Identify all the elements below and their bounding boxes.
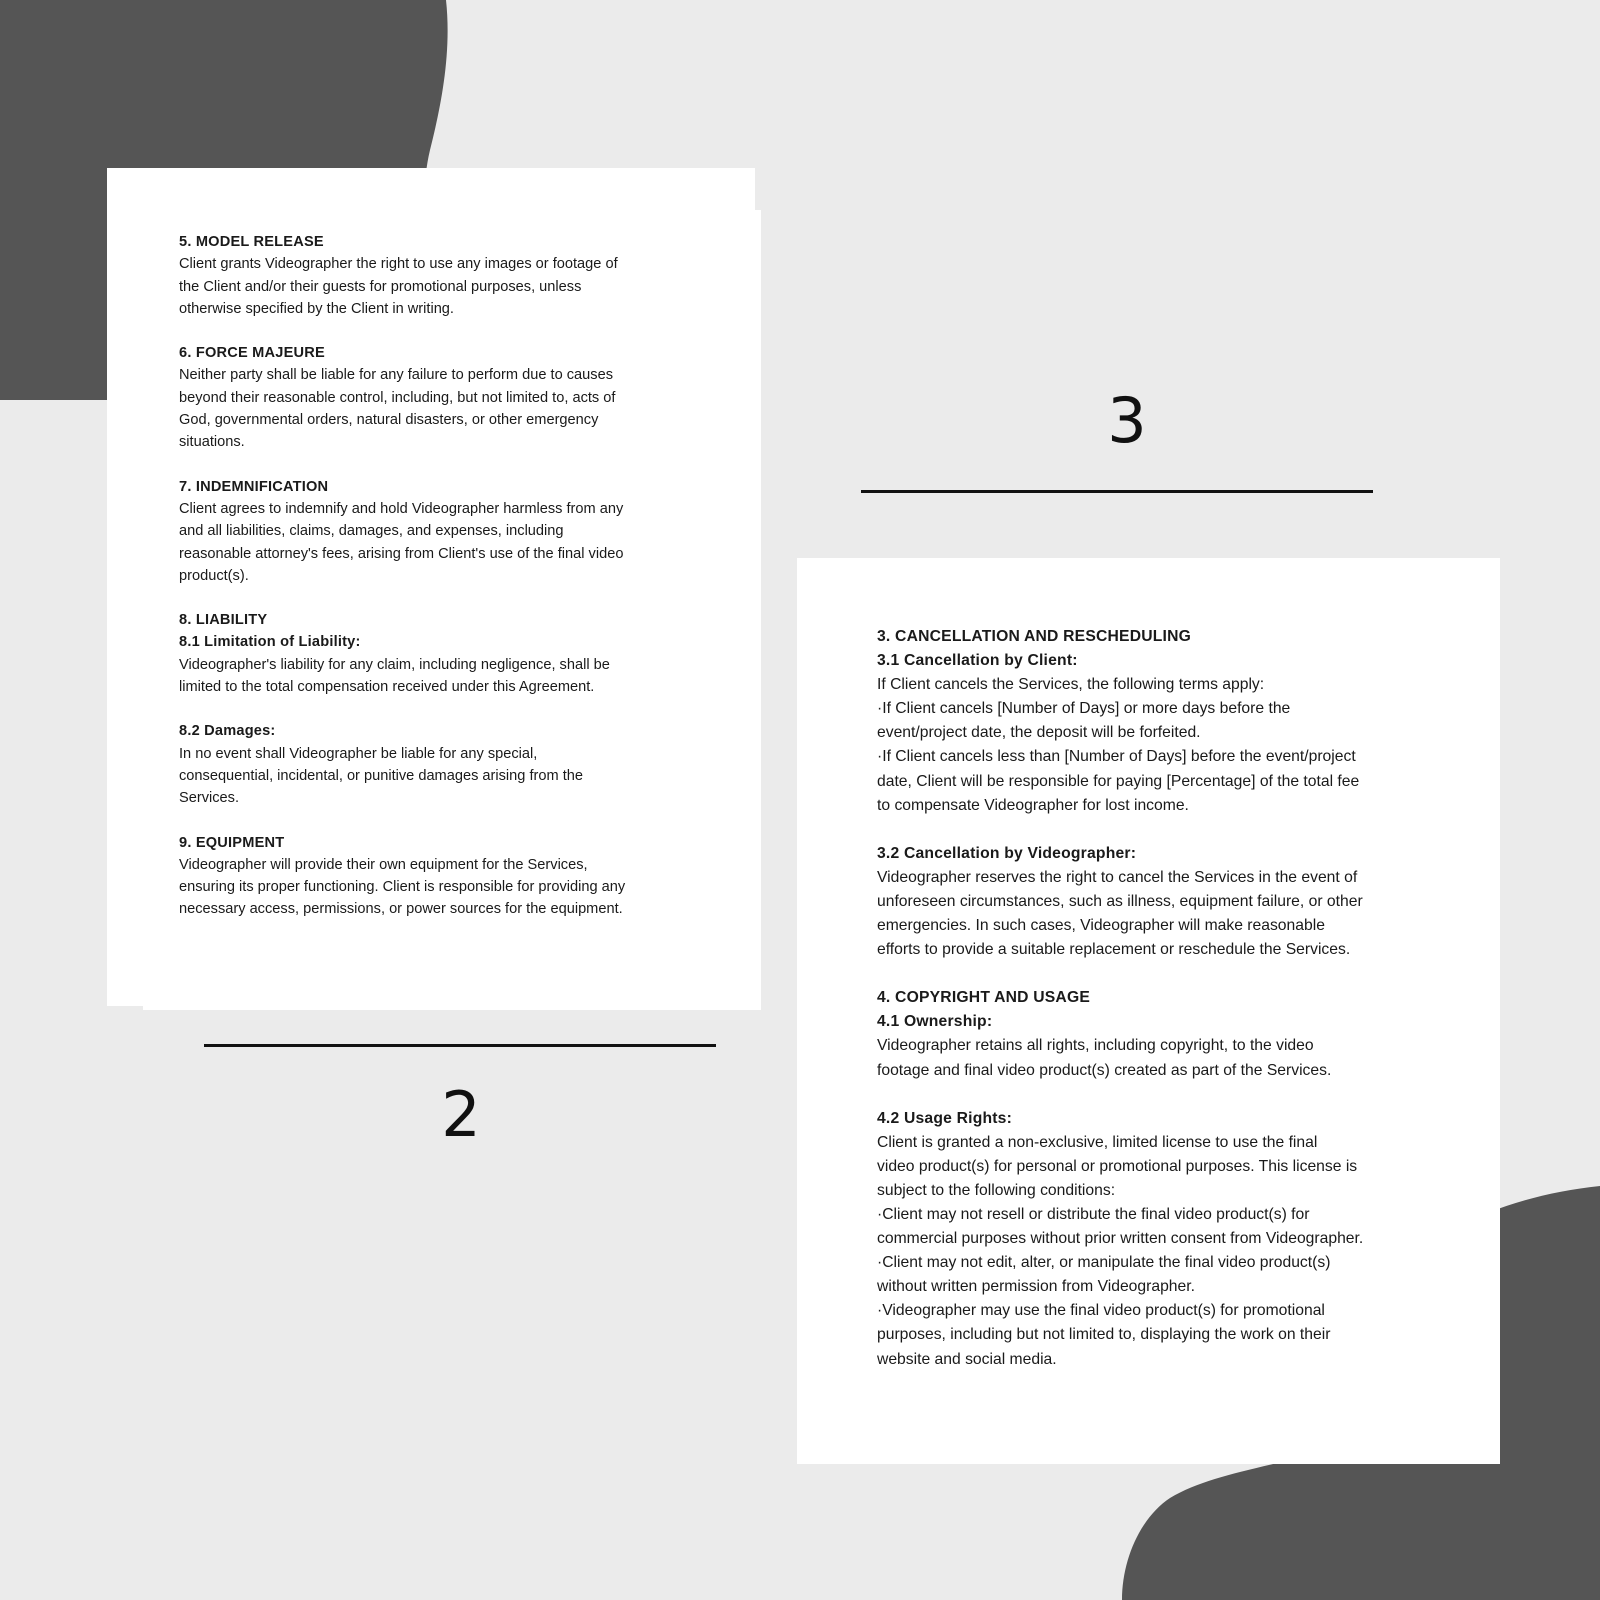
divider-line bbox=[861, 490, 1373, 493]
section-heading: 6. FORCE MAJEURE bbox=[179, 345, 325, 362]
document-page-2 bbox=[107, 168, 761, 1010]
section-body: Client grants Videographer the right to use any images or footage of the Client and/or their guests for promotional purposes, unless otherwise specified by the Client in writing. bbox=[179, 256, 618, 317]
document-page-3 bbox=[797, 558, 1500, 1464]
section-body: If Client cancels the Services, the following terms apply: ·If Client cancels [Number of Days] or more days before the event/project date, the deposit will be forfeited. ·If Client cancels less than [Number of Days] before the event/project date, Client will be responsible for paying [Percentage] of the total fee to compensate Videographer for lost income. bbox=[877, 676, 1360, 814]
section-heading: 9. EQUIPMENT bbox=[179, 834, 285, 851]
page-edge bbox=[755, 168, 765, 210]
divider-line bbox=[204, 1044, 716, 1047]
section-body: Videographer will provide their own equipment for the Services, ensuring its proper functioning. Client is responsible for providing any necessary access, permissions, or power sources for the equipment. bbox=[179, 856, 626, 918]
section-body: Neither party shall be liable for any failure to perform due to causes beyond their reasonable control, including, but not limited to, acts of God, governmental orders, natural disasters, or other emergency situations. bbox=[179, 367, 616, 451]
section-heading: 4.2 Usage Rights: bbox=[877, 1109, 1013, 1127]
section-subheading: 4.1 Ownership: bbox=[877, 1013, 993, 1031]
section-body: Client is granted a non-exclusive, limited license to use the final video product(s) for personal or promotional purposes. This license is subject to the following conditions: ·Client may not resell or distribute the final video product(s) for commercial purposes without prior written consent from Videographer. ·Client may not edit, alter, or manipulate the final video product(s) without written permission from Videographer. ·Videographer may use the final video product(s) for promotional purposes, including but not limited to, displaying the work on their website and social media. bbox=[877, 1133, 1364, 1368]
section-body: Client agrees to indemnify and hold Videographer harmless from any and all liabilities, claims, damages, and expenses, including reasonable attorney's fees, arising from Client's use of the final video product(s). bbox=[179, 500, 624, 584]
section-heading: 8.2 Damages: bbox=[179, 723, 276, 740]
section-heading: 3. CANCELLATION AND RESCHEDULING bbox=[877, 628, 1192, 645]
section-body: Videographer reserves the right to cancel the Services in the event of unforeseen circumstances, such as illness, equipment failure, or other emergencies. In such cases, Videographer will make reasonable efforts to provide a suitable replacement or reschedule the Services. bbox=[877, 868, 1363, 959]
section-subheading: 3.1 Cancellation by Client: bbox=[877, 652, 1078, 670]
page-number: 2 bbox=[441, 1078, 481, 1151]
page-2-text bbox=[179, 231, 699, 921]
section-body: Videographer's liability for any claim, including negligence, shall be limited to the total compensation received under this Agreement. bbox=[179, 656, 610, 696]
section-subheading: 8.1 Limitation of Liability: bbox=[179, 634, 361, 651]
section-heading: 5. MODEL RELEASE bbox=[179, 234, 324, 250]
page-3-text bbox=[877, 625, 1437, 1372]
page-number: 3 bbox=[1107, 384, 1147, 457]
section-heading: 8. LIABILITY bbox=[179, 612, 268, 629]
section-body: In no event shall Videographer be liable for any special, consequential, incidental, or punitive damages arising from the Services. bbox=[179, 745, 583, 807]
section-heading: 7. INDEMNIFICATION bbox=[179, 478, 329, 495]
section-heading: 4. COPYRIGHT AND USAGE bbox=[877, 989, 1091, 1007]
page-edge bbox=[105, 1006, 143, 1012]
section-body: Videographer retains all rights, including copyright, to the video footage and final video product(s) created as part of the Services. bbox=[877, 1037, 1332, 1079]
section-heading: 3.2 Cancellation by Videographer: bbox=[877, 844, 1137, 862]
